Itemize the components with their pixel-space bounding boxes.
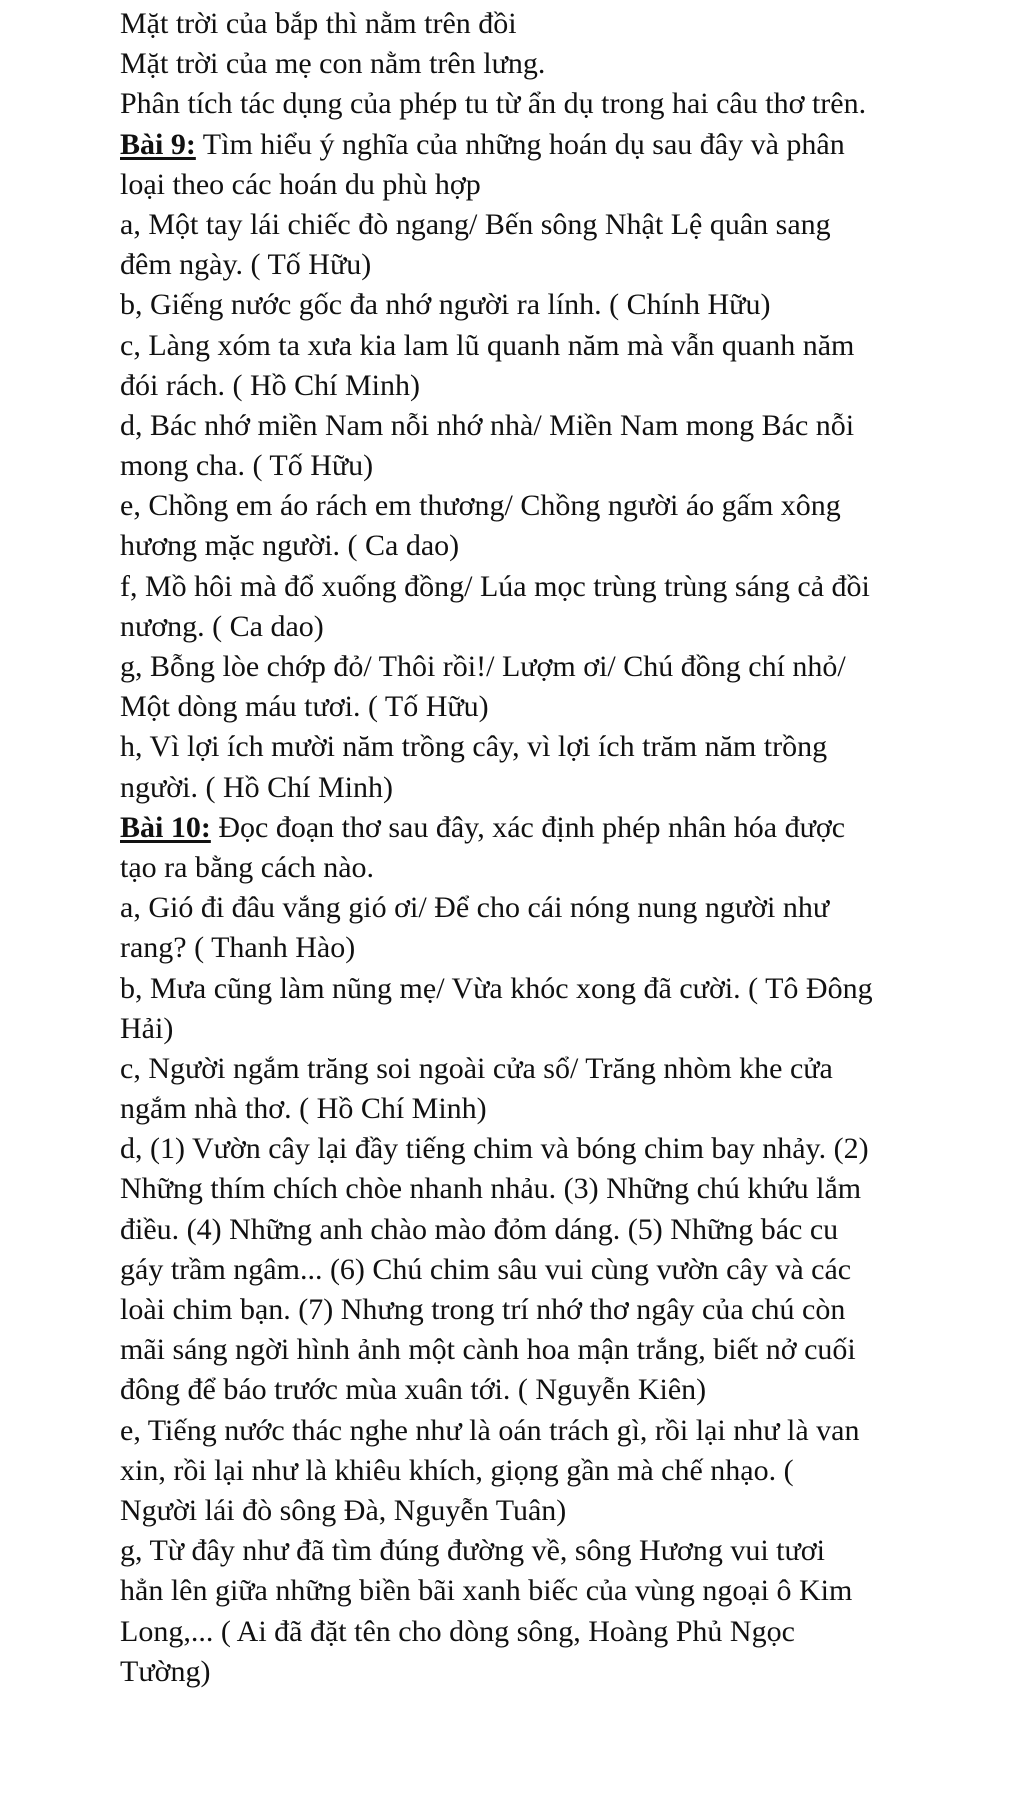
text-line: [120, 928, 980, 968]
text-line: [120, 165, 980, 205]
text-line: [120, 1330, 980, 1370]
line-text: tạo ra bằng cách nào.: [120, 850, 375, 884]
line-text: xin, rồi lại như là khiêu khích, giọng gần mà chế nhạo. (: [120, 1453, 794, 1487]
text-line: [120, 1009, 980, 1049]
text-line: [120, 1210, 980, 1250]
line-text: mong cha. ( Tố Hữu): [120, 449, 374, 483]
text-line: [120, 1491, 980, 1531]
line-text: Tìm hiểu ý nghĩa của những hoán dụ sau đây và phân: [195, 127, 845, 161]
text-line: [120, 326, 980, 366]
line-text: mãi sáng ngời hình ảnh một cành hoa mận trắng, biết nở cuối: [120, 1333, 856, 1367]
line-text: Mặt trời của bắp thì nằm trên đồi: [120, 7, 517, 40]
text-line: [120, 687, 980, 727]
line-text: c, Làng xóm ta xưa kia lam lũ quanh năm mà vẫn quanh năm: [120, 328, 855, 362]
text-line: [120, 1129, 980, 1169]
line-text: Tường): [120, 1654, 211, 1688]
line-text: Long,... ( Ai đã đặt tên cho dòng sông, Hoàng Phủ Ngọc: [120, 1614, 795, 1648]
line-text: d, (1) Vườn cây lại đầy tiếng chim và bóng chim bay nhảy. (2): [120, 1132, 869, 1166]
text-line: [120, 1571, 980, 1611]
document-page: [120, 4, 980, 1692]
text-line: [120, 1089, 980, 1129]
line-text: Đọc đoạn thơ sau đây, xác định phép nhân hóa được: [210, 810, 846, 844]
line-text: a, Một tay lái chiếc đò ngang/ Bến sông Nhật Lệ quân sang: [120, 207, 831, 241]
text-line: [120, 245, 980, 285]
line-text: c, Người ngắm trăng soi ngoài cửa sổ/ Trăng nhòm khe cửa: [120, 1051, 833, 1085]
text-line: [120, 768, 980, 808]
exercise-9-heading: [120, 125, 980, 165]
text-line: [120, 84, 980, 124]
exercise-label: Bài 10:: [120, 810, 211, 844]
line-text: Người lái đò sông Đà, Nguyễn Tuân): [120, 1493, 567, 1527]
line-text: loài chim bạn. (7) Nhưng trong trí nhớ thơ ngây của chú còn: [120, 1293, 846, 1326]
text-line: [120, 969, 980, 1009]
exercise-label: Bài 9:: [120, 127, 196, 161]
text-line: [120, 4, 980, 44]
line-text: Những thím chích chòe nhanh nhảu. (3) Những chú khứu lắm: [120, 1172, 862, 1206]
line-text: đêm ngày. ( Tố Hữu): [120, 248, 372, 282]
text-line: [120, 366, 980, 406]
line-text: Hải): [120, 1011, 174, 1045]
text-line: [120, 44, 980, 84]
line-text: e, Tiếng nước thác nghe như là oán trách gì, rồi lại như là van: [120, 1413, 860, 1447]
text-line: [120, 406, 980, 446]
line-text: b, Mưa cũng làm nũng mẹ/ Vừa khóc xong đã cười. ( Tô Đông: [120, 971, 873, 1005]
line-text: Phân tích tác dụng của phép tu từ ẩn dụ trong hai câu thơ trên.: [120, 87, 867, 121]
text-line: [120, 1049, 980, 1089]
line-text: g, Từ đây như đã tìm đúng đường về, sông Hương vui tươi: [120, 1534, 825, 1568]
line-text: ngắm nhà thơ. ( Hồ Chí Minh): [120, 1092, 487, 1126]
line-text: gáy trầm ngâm... (6) Chú chim sâu vui cùng vườn cây và các: [120, 1252, 852, 1286]
line-text: hẳn lên giữa những biền bãi xanh biếc của vùng ngoại ô Kim: [120, 1574, 853, 1608]
text-line: [120, 848, 980, 888]
line-text: Một dòng máu tươi. ( Tố Hữu): [120, 690, 489, 724]
line-text: hương mặc người. ( Ca dao): [120, 529, 460, 563]
text-line: [120, 1612, 980, 1652]
text-line: [120, 1250, 980, 1290]
text-line: [120, 567, 980, 607]
text-line: [120, 727, 980, 767]
line-text: b, Giếng nước gốc đa nhớ người ra lính. ( Chính Hữu): [120, 288, 771, 322]
line-text: Mặt trời của mẹ con nằm trên lưng.: [120, 47, 546, 81]
text-line: [120, 1411, 980, 1451]
line-text: đói rách. ( Hồ Chí Minh): [120, 368, 420, 402]
line-text: f, Mồ hôi mà đổ xuống đồng/ Lúa mọc trùng trùng sáng cả đồi: [120, 569, 870, 603]
text-line: [120, 647, 980, 687]
text-line: [120, 1451, 980, 1491]
line-text: e, Chồng em áo rách em thương/ Chồng người áo gấm xông: [120, 489, 841, 523]
line-text: nương. ( Ca dao): [120, 609, 324, 643]
text-line: [120, 888, 980, 928]
text-line: [120, 1169, 980, 1209]
line-text: đông để báo trước mùa xuân tới. ( Nguyễn Kiên): [120, 1373, 707, 1407]
line-text: h, Vì lợi ích mười năm trồng cây, vì lợi ích trăm năm trồng: [120, 730, 828, 764]
exercise-10-heading: [120, 808, 980, 848]
line-text: loại theo các hoán du phù hợp: [120, 167, 481, 201]
line-text: rang? ( Thanh Hào): [120, 931, 356, 965]
line-text: điều. (4) Những anh chào mào đỏm dáng. (5) Những bác cu: [120, 1212, 839, 1246]
text-line: [120, 446, 980, 486]
text-line: [120, 205, 980, 245]
text-line: [120, 526, 980, 566]
text-line: [120, 486, 980, 526]
text-line: [120, 607, 980, 647]
line-text: d, Bác nhớ miền Nam nỗi nhớ nhà/ Miền Nam mong Bác nỗi: [120, 408, 855, 442]
text-line: [120, 1652, 980, 1692]
text-line: [120, 1370, 980, 1410]
line-text: g, Bỗng lòe chớp đỏ/ Thôi rồi!/ Lượm ơi/ Chú đồng chí nhỏ/: [120, 650, 846, 683]
line-text: người. ( Hồ Chí Minh): [120, 770, 393, 804]
text-line: [120, 285, 980, 325]
text-line: [120, 1531, 980, 1571]
text-line: [120, 1290, 980, 1330]
line-text: a, Gió đi đâu vắng gió ơi/ Để cho cái nóng nung người như: [120, 891, 830, 925]
